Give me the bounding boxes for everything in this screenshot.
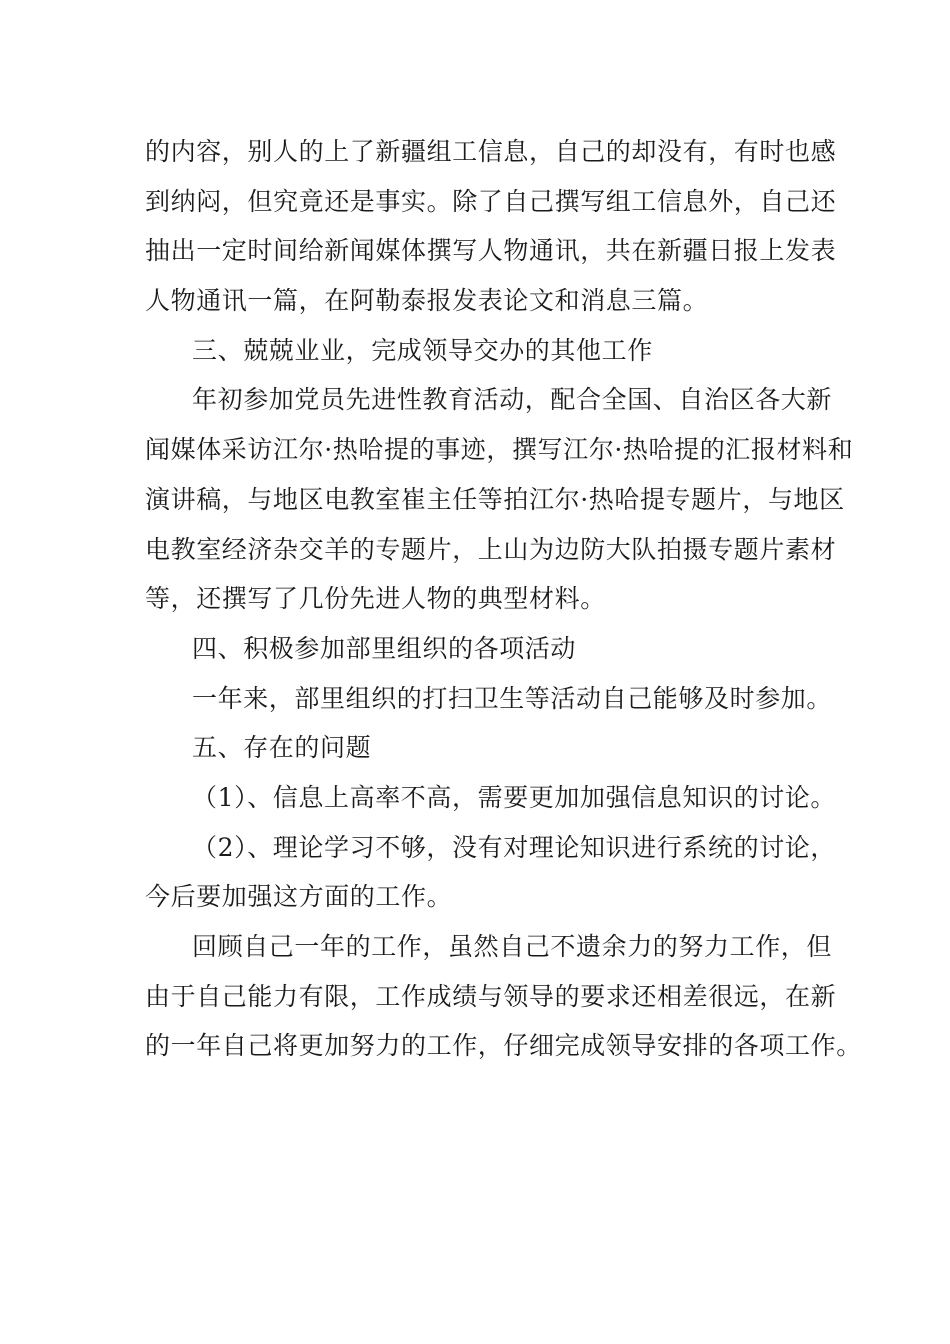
paragraph-line: 到纳闷，但究竟还是事实。除了自己撰写组工信息外，自己还: [145, 186, 837, 216]
paragraph-line: 一年来，部里组织的打扫卫生等活动自己能够及时参加。: [192, 683, 833, 713]
paragraph-line: 年初参加党员先进性教育活动，配合全国、自治区各大新: [192, 385, 833, 415]
list-item: （2）、理论学习不够，没有对理论知识进行系统的讨论，: [192, 832, 837, 862]
paragraph-line: 人物通讯一篇，在阿勒泰报发表论文和消息三篇。: [145, 286, 709, 316]
paragraph-line: 等，还撰写了几份先进人物的典型材料。: [145, 584, 606, 614]
list-item: （1）、信息上高率不高，需要更加加强信息知识的讨论。: [192, 782, 837, 812]
paragraph-line: 电教室经济杂交羊的专题片，上山为边防大队拍摄专题片素材: [145, 534, 837, 564]
paragraph-line: 闻媒体采访江尔·热哈提的事迹，撰写江尔·热哈提的汇报材料和: [145, 435, 854, 465]
paragraph-line: 由于自己能力有限，工作成绩与领导的要求还相差很远，在新: [145, 981, 837, 1011]
paragraph-line: 今后要加强这方面的工作。: [145, 882, 453, 912]
paragraph-line: 的一年自己将更加努力的工作，仔细完成领导安排的各项工作。: [145, 1031, 862, 1061]
section-heading: 三、兢兢业业，完成领导交办的其他工作: [192, 335, 653, 365]
paragraph-line: 回顾自己一年的工作，虽然自己不遗余力的努力工作，但: [192, 932, 833, 961]
paragraph-line: 演讲稿，与地区电教室崔主任等拍江尔·热哈提专题片，与地区: [145, 484, 845, 514]
paragraph-line: 的内容，别人的上了新疆组工信息，自己的却没有，有时也感: [145, 137, 837, 166]
paragraph-line: 抽出一定时间给新闻媒体撰写人物通讯，共在新疆日报上发表: [145, 236, 837, 266]
document-body: [145, 127, 862, 1071]
section-heading: 四、积极参加部里组织的各项活动: [192, 633, 577, 663]
section-heading: 五、存在的问题: [192, 733, 372, 763]
